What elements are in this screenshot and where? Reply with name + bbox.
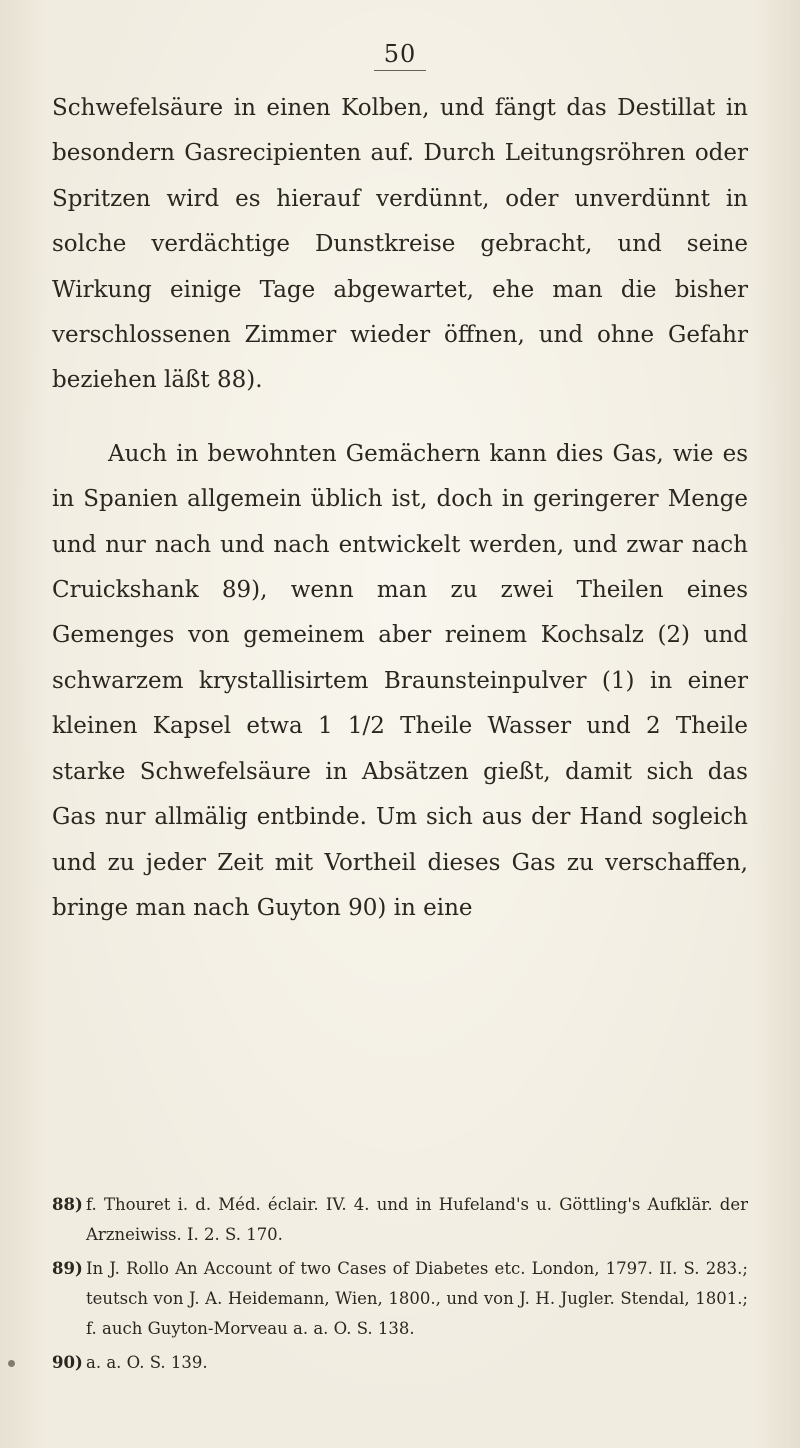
footnote-90 xyxy=(52,1348,748,1378)
footnote-text: a. a. O. S. 139. xyxy=(86,1353,208,1372)
footnote-text: In J. Rollo An Account of two Cases of Diabetes etc. London, 1797. II. S. 283.; teutsch von J. A. Heidemann, Wien, 1800., und von J. H. Jugler. Stendal, 1801.; f. auch Guyton-Morveau a. a. O. S. 138. xyxy=(86,1259,748,1338)
page-number-text: 50 xyxy=(374,40,427,71)
footnote-mark: 88) xyxy=(52,1195,83,1214)
page-number xyxy=(0,40,800,71)
paragraph-1: Schwefelsäure in einen Kolben, und fängt das Destillat in besondern Gasrecipienten auf. Durch Leitungsröhren oder Spritzen wird es hierauf verdünnt, oder unverdünnt in solche verdächtige Dunstkreise gebracht, und seine Wirkung einige Tage abgewartet, ehe man die bisher verschlossenen Zimmer wieder öffnen, und ohne Gefahr beziehen läßt 88). xyxy=(52,95,748,394)
main-text xyxy=(52,86,748,931)
ink-spot xyxy=(8,1360,15,1367)
footnote-text: f. Thouret i. d. Méd. éclair. IV. 4. und in Hufeland's u. Göttling's Aufklär. der Arzneiwiss. I. 2. S. 170. xyxy=(86,1195,748,1244)
footnotes xyxy=(52,1190,748,1382)
footnote-mark: 90) xyxy=(52,1353,83,1372)
footnote-88 xyxy=(52,1190,748,1250)
paragraph-2: Auch in bewohnten Gemächern kann dies Gas, wie es in Spanien allgemein üblich ist, doch in geringerer Menge und nur nach und nach entwickelt werden, und zwar nach Cruickshank 89), wenn man zu zwei Theilen eines Gemenges von gemeinem aber reinem Kochsalz (2) und schwarzem krystallisirtem Braunsteinpulver (1) in einer kleinen Kapsel etwa 1 1/2 Theile Wasser und 2 Theile starke Schwefelsäure in Absätzen gießt, damit sich das Gas nur allmälig entbinde. Um sich aus der Hand sogleich und zu jeder Zeit mit Vortheil dieses Gas zu verschaffen, bringe man nach Guyton 90) in eine xyxy=(52,440,748,921)
footnote-mark: 89) xyxy=(52,1259,83,1278)
footnote-89 xyxy=(52,1254,748,1344)
